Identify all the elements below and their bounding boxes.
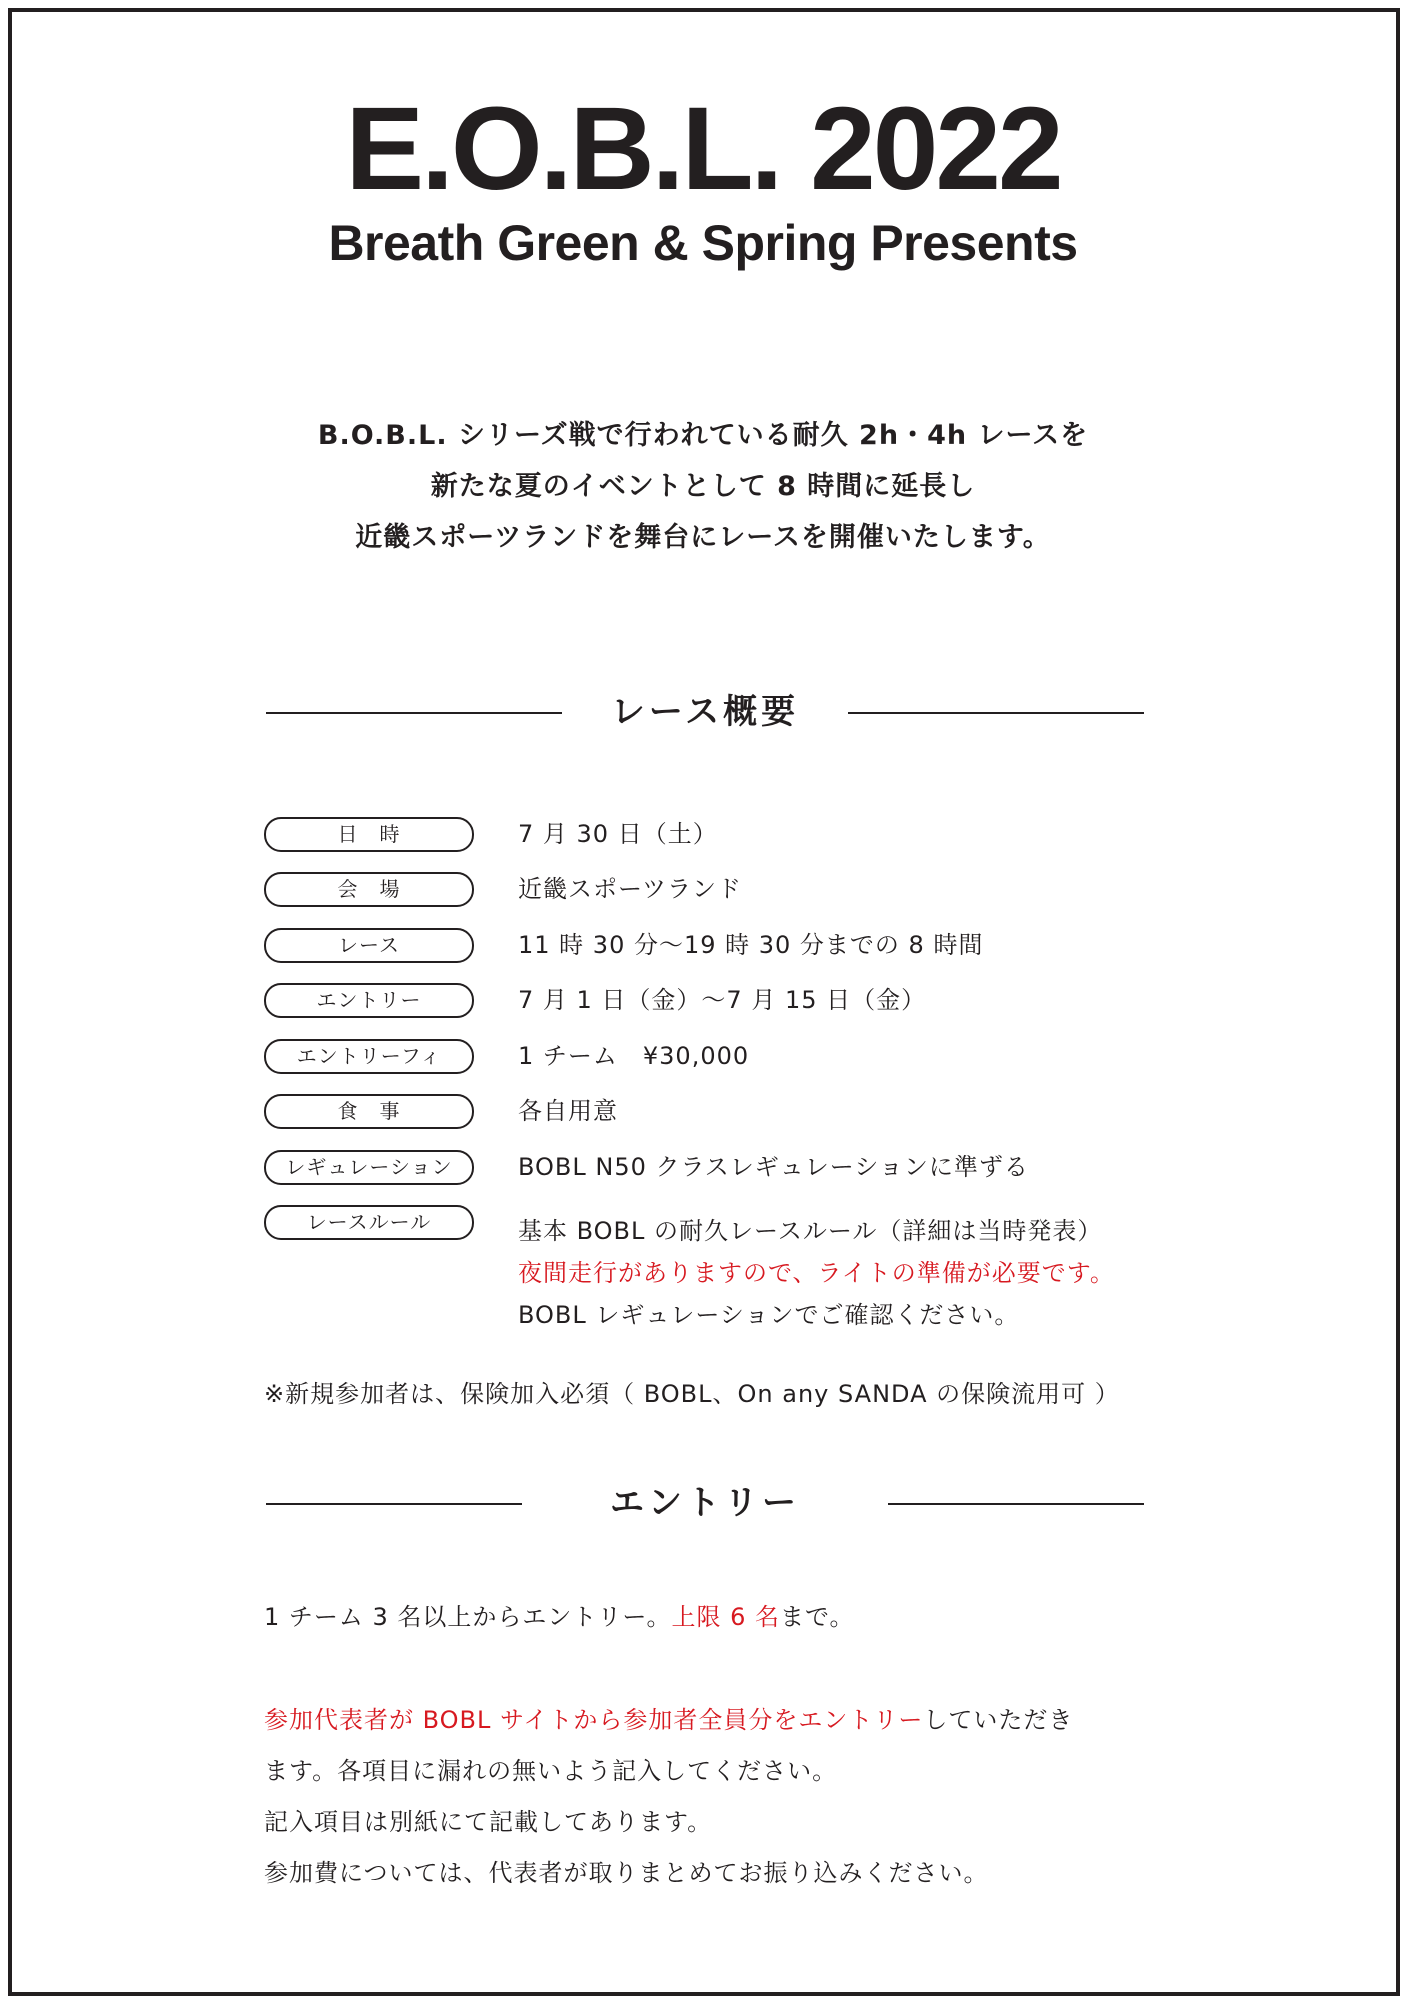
- value-entry-period: 7 月 1 日（金）～7 月 15 日（金）: [518, 986, 927, 1014]
- overview-heading-label: レース概要: [610, 692, 800, 732]
- race-rule-note: BOBL レギュレーションでご確認ください。: [518, 1301, 1020, 1329]
- team-size-limit: 上限 6 名: [671, 1603, 780, 1631]
- entry-line: ます。各項目に漏れの無いよう記入してください。: [264, 1757, 838, 1785]
- entry-line: [264, 1695, 1073, 1746]
- entry-heading: [266, 1483, 1144, 1523]
- label-regulation: レギュレーション: [264, 1150, 474, 1185]
- intro-text: [0, 410, 1406, 563]
- label-race-rule: レースルール: [264, 1205, 474, 1240]
- team-size-text: [264, 1592, 855, 1643]
- insurance-note: ※新規参加者は、保険加入必須（ BOBL、On any SANDA の保険流用可 ）: [264, 1380, 1120, 1408]
- team-size-part: 1 チーム 3 名以上からエントリー。: [264, 1603, 672, 1631]
- race-rule-warning: 夜間走行がありますので、ライトの準備が必要です。: [518, 1259, 1115, 1287]
- entry-line: 記入項目は別紙にて記載してあります。: [264, 1808, 713, 1836]
- entry-line: 参加費については、代表者が取りまとめてお振り込みください。: [264, 1859, 989, 1887]
- label-race: レース: [264, 928, 474, 963]
- entry-highlight: 参加代表者が BOBL サイトから参加者全員分をエントリー: [264, 1706, 924, 1734]
- entry-instructions: [264, 1695, 1073, 1899]
- intro-line: 近畿スポーツランドを舞台にレースを開催いたします。: [355, 522, 1051, 553]
- label-venue: 会 場: [264, 872, 474, 907]
- page-subtitle: Breath Green & Spring Presents: [328, 215, 1078, 271]
- value-meal: 各自用意: [518, 1097, 618, 1125]
- page-title: E.O.B.L. 2022: [345, 83, 1061, 215]
- overview-heading: [266, 692, 1144, 732]
- team-size-part: まで。: [780, 1603, 855, 1631]
- entry-heading-label: エントリー: [610, 1483, 800, 1523]
- entry-line-tail: していただき: [923, 1706, 1074, 1734]
- value-date: 7 月 30 日（土）: [518, 820, 718, 848]
- value-race: 11 時 30 分～19 時 30 分までの 8 時間: [518, 931, 984, 959]
- label-date: 日 時: [264, 817, 474, 852]
- value-race-rule: 基本 BOBL の耐久レースルール（詳細は当時発表）: [518, 1217, 1103, 1245]
- intro-line: 新たな夏のイベントとして 8 時間に延長し: [430, 471, 976, 502]
- label-meal: 食 事: [264, 1094, 474, 1129]
- label-entry-period: エントリー: [264, 983, 474, 1018]
- value-venue: 近畿スポーツランド: [518, 875, 743, 903]
- value-regulation: BOBL N50 クラスレギュレーションに準ずる: [518, 1153, 1029, 1181]
- value-entry-fee: 1 チーム ¥30,000: [518, 1042, 750, 1070]
- intro-line: B.O.B.L. シリーズ戦で行われている耐久 2h・4h レースを: [317, 420, 1089, 451]
- label-entry-fee: エントリーフィ: [264, 1039, 474, 1074]
